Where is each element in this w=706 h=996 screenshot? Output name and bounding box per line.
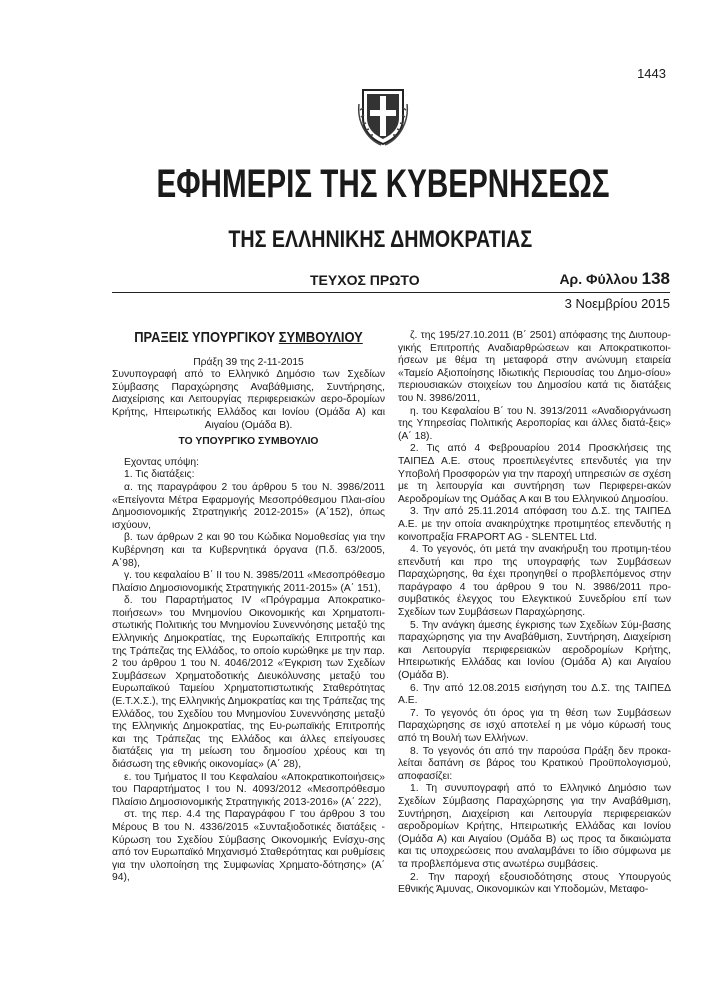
section-heading-part1: ΠΡΑΞΕΙΣ ΥΠΟΥΡΓΙΚΟΥ (134, 329, 276, 346)
paragraph: 2. Την παροχή εξουσιοδότησης στους Υπουργούς Εθνικής Άμυνας, Οικονομικών και Υποδομών, Μεταφο- (398, 871, 671, 896)
paragraph: 6. Την από 12.08.2015 εισήγηση του Δ.Σ. της ΤΑΙΠΕΔ Α.Ε. (398, 682, 671, 707)
paragraph: 4. Το γεγονός, ότι μετά την ανακήρυξη του προτιμη-τέου επενδυτή και προ της υπογραφής των Συμβάσεων Παραχώρησης, θα έχει προηγηθεί ο προβλεπόμενος στην παράγραφο 4 του άρθρου 9 του Ν. 3986/2011 προ-συμβατικός έλεγχος του Ελεγκτικού Συνεδρίου επί των Σχεδίων των Συμβάσεων Παραχώρησης. (398, 544, 671, 619)
paragraph: Εχοντας υπόψη: (124, 456, 199, 468)
gazette-subtitle: ΤΗΣ ΕΛΛΗΝΙΚΗΣ ΔΗΜΟΚΡΑΤΙΑΣ (228, 226, 533, 253)
paragraph: 1. Τη συνυπογραφή από το Ελληνικό Δημόσιο των Σχεδίων Σύμβασης Παραχώρησης για την Αναβάθμιση, Συντήρηση, Διαχείριση και Λειτουργία περιφερειακών αεροδρομίων Κρήτης, Ηπειρωτικής Ελλάδας και Ιονίου (Ομάδα Α) και Αιγαίου (Ομάδα Β) ως προς τα δικαιώματα και τις υποχρεώσεις που αναλαμβάνει το ίδιο σύμφωνα με τα προβλεπόμενα στις ανωτέρω συμβάσεις. (398, 783, 671, 870)
sheet-label: Αρ. Φύλλου (559, 271, 638, 287)
paragraph: ε. του Τμήματος ΙΙ του Κεφαλαίου «Αποκρατικοποιήσεις» του Παραρτήματος Ι του Ν. 4093/2012 «Μεσοπρόθεσμο Πλαίσιο Δημοσιονομικής Στρατηγικής 2013-2016» (Α΄ 222), (112, 771, 385, 808)
sheet-number-value: 138 (641, 269, 670, 288)
paragraph: 7. Το γεγονός ότι όρος για τη θέση των Συμβάσεων Παραχώρησης σε ισχύ αποτελεί η με νόμο κύρωσή τους από τη Βουλή των Ελλήνων. (398, 707, 671, 744)
paragraph: στ. της περ. 4.4 της Παραγράφου Γ του άρθρου 3 του Μέρους Β του Ν. 4336/2015 «Συνταξιοδοτικές διατάξεις - Κύρωση του Σχεδίου Σύμβασης Οικονομικής Ενίσχυ-σης από τον Ευρωπαϊκό Μηχανισμό Σταθερότητας και ρυθμίσεις για την υλοποίηση της Συμφωνίας Χρηματο-δότησης» (Α΄ 94), (112, 809, 385, 884)
issue-type: ΤΕΥΧΟΣ ΠΡΩΤΟ (310, 272, 420, 288)
issue-row (310, 269, 670, 292)
left-column (112, 330, 385, 885)
gazette-title: ΕΦΗΜΕΡΙΣ ΤΗΣ ΚΥΒΕΡΝΗΣΕΩΣ (156, 162, 610, 206)
paragraph: 2. Τις από 4 Φεβρουαρίου 2014 Προσκλήσεις της ΤΑΙΠΕΔ Α.Ε. στους προεπιλεγέντες επενδυτές για την Υποβολή Προσφορών για την παροχή υπηρεσιών σε σχέση με τη λειτουργία και συντήρηση των Περιφερει-ακών Αεροδρομίων της Ομάδας Α και Β του Ελληνικού Δημοσίου. (398, 443, 671, 505)
body-heading: ΤΟ ΥΠΟΥΡΓΙΚΟ ΣΥΜΒΟΥΛΙΟ (178, 436, 319, 448)
section-heading (131, 329, 366, 346)
paragraph: γ. του κεφαλαίου Β΄ ΙΙ του Ν. 3985/2011 «Μεσοπρόθεσμο Πλαίσιο Δημοσιονομικής Στρατηγικής 2011-2015» (Α΄ 151), (112, 570, 385, 594)
issue-date: 3 Νοεμβρίου 2015 (564, 296, 670, 311)
paragraph: 5. Την ανάγκη άμεσης έγκρισης των Σχεδίων Σύμ-βασης παραχώρησης για την Αναβάθμιση, Συντήρηση, Διαχείριση και Λειτουργία περιφερειακών αεροδρομίων Κρήτης, Ηπειρωτικής Ελλάδας και Ιονίου (Ομάδα Α) και Αιγαίου (Ομάδα Β). (398, 619, 671, 682)
paragraph: α. της παραγράφου 2 του άρθρου 5 του Ν. 3986/2011 «Επείγοντα Μέτρα Εφαρμογής Μεσοπρόθεσμου Πλαι-σίου Δημοσιονομικής Στρατηγικής 2012-2015» (Α΄152), όπως ισχύουν, (112, 481, 385, 531)
paragraph: 3. Την από 25.11.2014 απόφαση του Δ.Σ. της ΤΑΙΠΕΔ Α.Ε. με την οποία ανακηρύχτηκε προτιμητέος επενδυτής η κοινοπραξία FRAPORT AG - SLENTEL Ltd. (398, 506, 671, 543)
paragraph: δ. του Παραρτήματος IV «Πρόγραμμα Αποκρατικο-ποιήσεων» του Μνημονίου Οικονομικής και Χρηματοπι-στωτικής Πολιτικής του Μνημονίου Συνεννόησης μεταξύ της Ελληνικής Δημοκρατίας, της Ευρωπαϊκής Επιτροπής και της Τράπεζας της Ελλάδος, το οποίο κυρώθηκε με την παρ. 2 του άρθρου 1 του Ν. 4046/2012 «Έγκριση των Σχεδίων Συμβάσεων Χρηματοδοτικής Διευκόλυνσης μεταξύ του Ευρωπαϊκού Ταμείου Χρηματοπιστωτικής Σταθερότητας (Ε.Τ.Χ.Σ.), της Ελληνικής Δημοκρατίας και της Τράπεζας της Ελλάδος, του Σχεδίου του Μνημονίου Συνεννόησης μεταξύ της Ελληνικής Δημοκρατίας, της Ευ-ρωπαϊκής Επιτροπής και της Τράπεζας της Ελλάδος και άλλες επείγουσες διατάξεις για τη μείωση του δημοσίου χρέους και τη διάσωση της εθνικής οικονομίας» (Α΄ 28), (112, 595, 385, 770)
section-heading-part2: ΣΥΜΒΟΥΛΙΟΥ (278, 329, 363, 346)
paragraph: ζ. της 195/27.10.2011 (Β΄ 2501) απόφασης της Διυπουρ-γικής Επιτροπής Αναδιαρθρώσεων και Αποκρατικοποι-ήσεων με θέμα τη μεταφορά στην ανώνυμη εταιρεία «Ταμείο Αξιοποίησης Ιδιωτικής Περιουσίας του Δημο-σίου» περιουσιακών στοιχείων του Δημοσίου κατά τις διατάξεις του Ν. 3986/2011, (398, 330, 671, 404)
sheet-number (559, 269, 670, 289)
act-subject: Συνυπογραφή από το Ελληνικό Δημόσιο των Σχεδίων Σύμβασης Παραχώρησης Αναβάθμισης, Συντήρησης, Διαχείρισης και Λειτουργίας περιφερειακών αερο-δρομίων Κρήτης, Ηπειρωτικής Ελλάδος και Ιονίου (Ομάδα Α) και Αιγαίου (Ομάδα Β). (112, 369, 385, 431)
paragraph: η. του Κεφαλαίου Β΄ του Ν. 3913/2011 «Αναδιοργάνωση της Υπηρεσίας Πολιτικής Αεροπορίας και άλλες διατά-ξεις» (Α΄ 18). (398, 405, 671, 442)
greek-coat-of-arms-icon (357, 84, 409, 146)
paragraph: β. των άρθρων 2 και 90 του Κώδικα Νομοθεσίας για την Κυβέρνηση και τα Κυβερνητικά όργανα (Π.δ. 63/2005, Α΄98), (112, 532, 385, 569)
paragraph: 1. Τις διατάξεις: (124, 469, 195, 481)
page-number: 1443 (637, 66, 666, 81)
act-number: Πράξη 39 της 2-11-2015 (193, 356, 304, 368)
header-divider (112, 292, 670, 293)
right-column (398, 330, 671, 897)
paragraph: 8. Το γεγονός ότι από την παρούσα Πράξη δεν προκα-λείται δαπάνη σε βάρος του Κρατικού Προϋπολογισμού, αποφασίζει: (398, 745, 671, 782)
